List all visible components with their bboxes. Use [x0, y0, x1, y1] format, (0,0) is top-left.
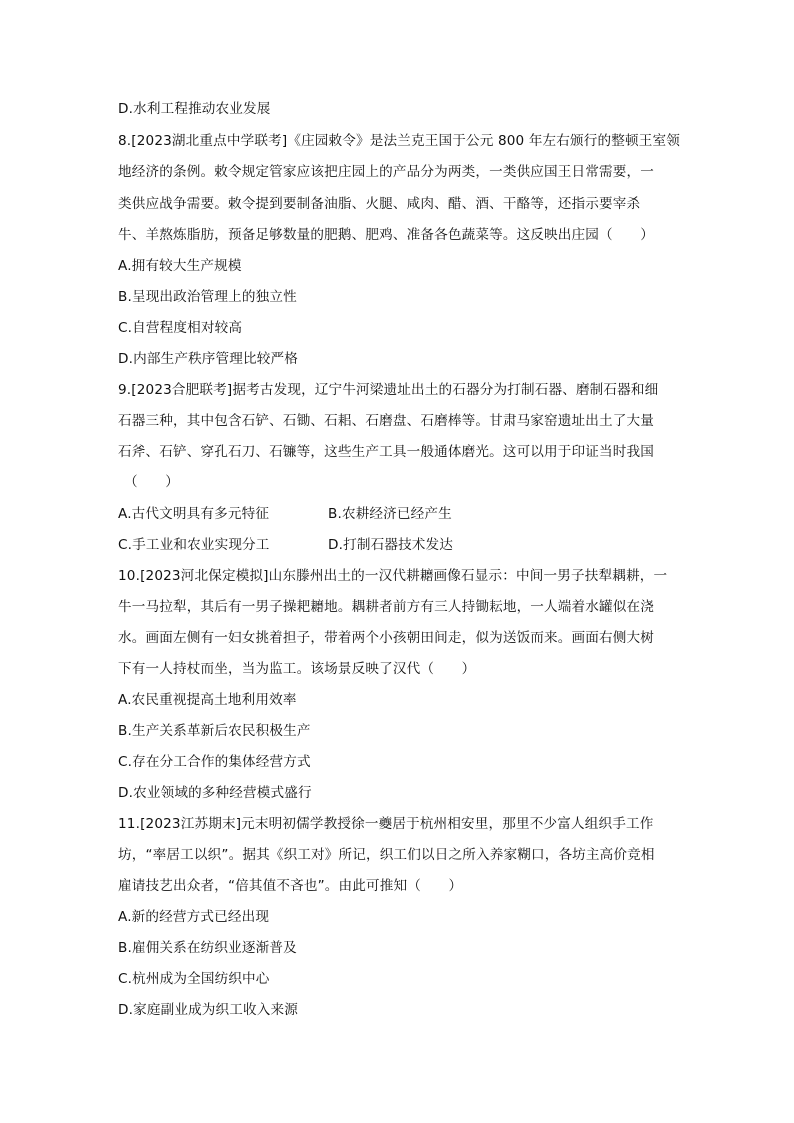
q10-stem-line-1: 10.[2023河北保定模拟]山东滕州出土的一汉代耕耱画像石显示：中间一男子扶犁耦耕，一	[118, 568, 668, 584]
q7-option-d: D.水利工程推动农业发展	[118, 101, 271, 117]
q11-option-b: B.雇佣关系在纺织业逐渐普及	[118, 940, 297, 956]
q10-option-a: A.农民重视提高土地利用效率	[118, 692, 297, 708]
q8-option-d: D.内部生产秩序管理比较严格	[118, 351, 299, 367]
q11-stem-line-1: 11.[2023江苏期末]元末明初儒学教授徐一夔居于杭州相安里，那里不少富人组织手工作	[118, 816, 654, 832]
q10-option-b: B.生产关系革新后农民积极生产	[118, 723, 311, 739]
q11-option-a: A.新的经营方式已经出现	[118, 909, 270, 925]
q9-option-a: A.古代文明具有多元特征	[118, 506, 270, 522]
q9-option-c: C.手工业和农业实现分工	[118, 537, 270, 553]
q9-stem-line-3: 石斧、石铲、穿孔石刀、石镰等，这些生产工具一般通体磨光。这可以用于印证当时我国	[118, 444, 655, 460]
q11-stem-line-2: 坊，“率居工以织”。据其《织工对》所记，织工们以日之所入养家糊口，各坊主高价竞相	[118, 847, 655, 863]
q9-option-d: D.打制石器技术发达	[328, 537, 454, 553]
q9-stem-line-1: 9.[2023合肥联考]据考古发现，辽宁牛河梁遗址出土的石器分为打制石器、磨制石器和细	[118, 382, 659, 398]
q8-option-b: B.呈现出政治管理上的独立性	[118, 289, 297, 305]
q10-stem-line-4: 下有一人持杖而坐，当为监工。该场景反映了汉代（ ）	[118, 661, 476, 677]
q10-option-d: D.农业领域的多种经营模式盛行	[118, 785, 312, 801]
q10-option-c: C.存在分工合作的集体经营方式	[118, 754, 311, 770]
q8-stem-line-2: 地经济的条例。敕令规定管家应该把庄园上的产品分为两类，一类供应国王日常需要，一	[118, 164, 655, 180]
q11-stem-line-3: 雇请技艺出众者，“倍其值不吝也”。由此可推知（ ）	[118, 878, 463, 894]
q9-stem-line-2: 石器三种，其中包含石铲、石锄、石耜、石磨盘、石磨棒等。甘肃马家窑遗址出土了大量	[118, 413, 655, 429]
q9-answer-blank: （ ）	[124, 474, 179, 490]
q9-option-b: B.农耕经济已经产生	[328, 506, 452, 522]
q8-stem-line-1: 8.[2023湖北重点中学联考]《庄园敕令》是法兰克王国于公元 800 年左右颁行的整顿王室领	[118, 133, 680, 149]
q8-option-c: C.自营程度相对较高	[118, 320, 243, 336]
q8-option-a: A.拥有较大生产规模	[118, 258, 242, 274]
q8-stem-line-3: 类供应战争需要。敕令提到要制备油脂、火腿、咸肉、醋、酒、干酪等，还指示要宰杀	[118, 196, 641, 212]
q11-option-d: D.家庭副业成为织工收入来源	[118, 1002, 299, 1018]
q11-option-c: C.杭州成为全国纺织中心	[118, 971, 270, 987]
q10-stem-line-3: 水。画面左侧有一妇女挑着担子，带着两个小孩朝田间走，似为送饭而来。画面右侧大树	[118, 630, 655, 646]
q8-stem-line-4: 牛、羊熬炼脂肪，预备足够数量的肥鹅、肥鸡、准备各色蔬菜等。这反映出庄园（ ）	[118, 227, 655, 243]
q10-stem-line-2: 牛一马拉犁，其后有一男子操耙耱地。耦耕者前方有三人持锄耘地，一人端着水罐似在浇	[118, 599, 655, 615]
